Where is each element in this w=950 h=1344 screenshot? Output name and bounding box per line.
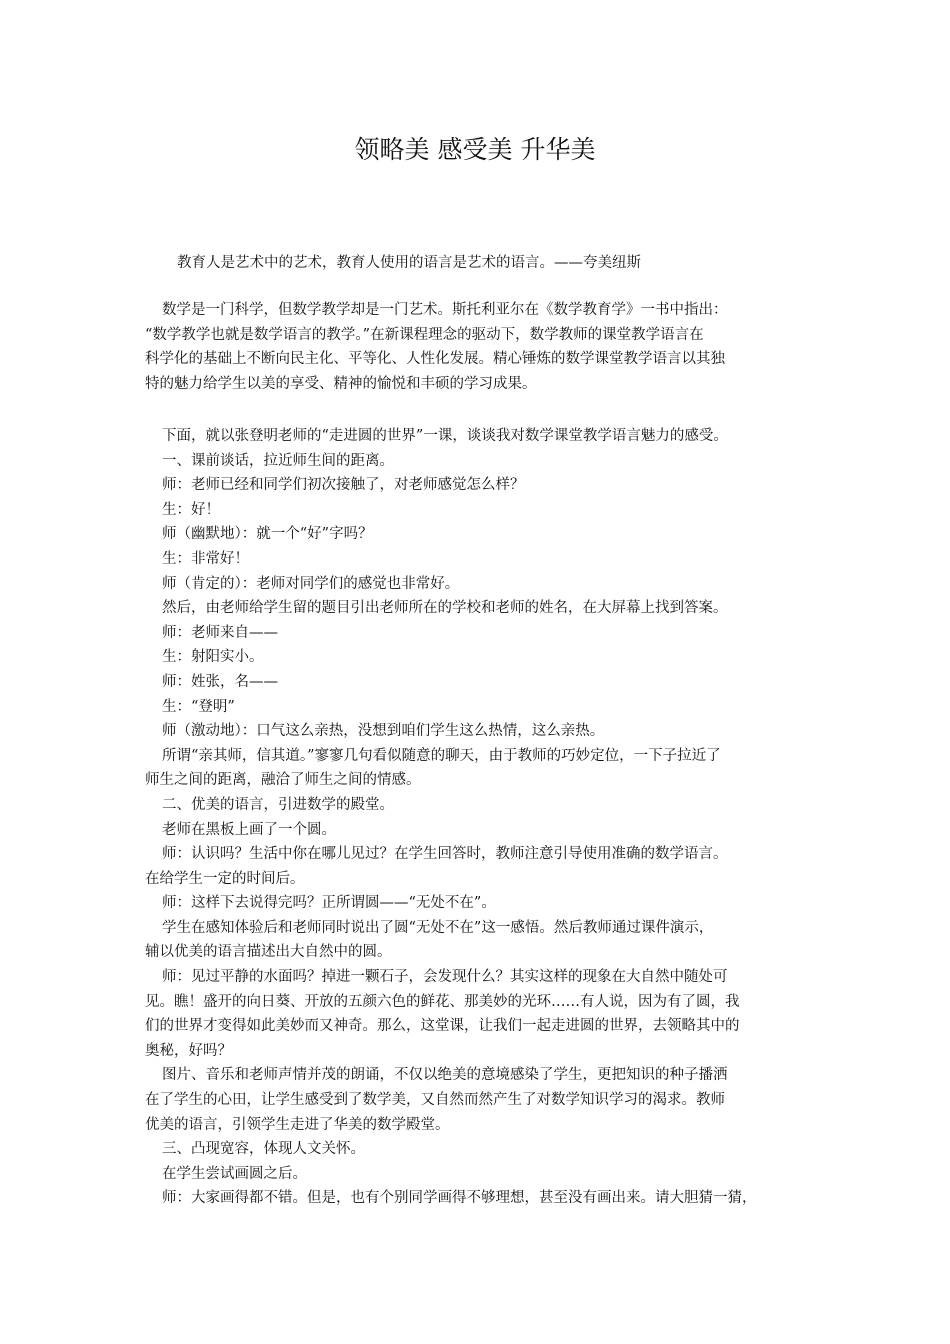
- body-line: 师：见过平静的水面吗？掉进一颗石子，会发现什么？其实这样的现象在大自然中随处可: [162, 969, 728, 986]
- body-line: 生：好！: [162, 501, 220, 518]
- body-line: 所谓“亲其师，信其道。”寥寥几句看似随意的聊天，由于教师的巧妙定位，一下子拉近了: [162, 747, 721, 764]
- body-line: 生：射阳实小。: [162, 649, 264, 666]
- section-heading: 一、课前谈话，拉近师生间的距离。: [162, 452, 394, 469]
- body-line: 师：姓张，名——: [162, 673, 278, 690]
- body-line: 师：认识吗？生活中你在哪儿见过？在学生回答时，教师注意引导使用准确的数学语言。: [162, 846, 728, 863]
- body-line: 师生之间的距离，融洽了师生之间的情感。: [145, 772, 421, 789]
- body-line: 师：老师来自——: [162, 624, 278, 641]
- body-line: 生：非常好！: [162, 550, 249, 567]
- body-line: 奥秘，好吗？: [145, 1042, 232, 1059]
- epigraph-quote: 教育人是艺术中的艺术，教育人使用的语言是艺术的语言。——夸美纽斯: [177, 255, 641, 271]
- body-line: 在学生尝试画圆之后。: [162, 1165, 307, 1182]
- body-line: 师（肯定的）：老师对同学们的感觉也非常好。: [162, 575, 460, 592]
- body-line: 们的世界才变得如此美妙而又神奇。那么，这堂课，让我们一起走进圆的世界，去领略其中的: [145, 1018, 740, 1035]
- body-line: 师：大家画得都不错。但是，也有个别同学画得不够理想，甚至没有画出来。请大胆猜一猜，: [162, 1190, 757, 1207]
- section-heading: 二、优美的语言，引进数学的殿堂。: [162, 796, 394, 813]
- body-line: 辅以优美的语言描述出大自然中的圆。: [145, 944, 392, 961]
- body-line: 见。瞧！盛开的向日葵、开放的五颜六色的鲜花、那美妙的光环……有人说，因为有了圆，我: [145, 993, 740, 1010]
- body-text: [145, 424, 835, 1211]
- intro-line: “数学教学也就是数学语言的教学。”在新课程理念的驱动下，数学教师的课堂教学语言在: [145, 326, 704, 343]
- body-line: 下面，就以张登明老师的“走进圆的世界”一课，谈谈我对数学课堂教学语言魅力的感受。: [162, 428, 728, 444]
- intro-line: 特的魅力给学生以美的享受、精神的愉悦和丰硕的学习成果。: [145, 375, 537, 392]
- body-line: 师：这样下去说得完吗？正所谓圆——“无处不在”。: [162, 895, 496, 912]
- body-line: 优美的语言，引领学生走进了华美的数学殿堂。: [145, 1116, 450, 1133]
- body-line: 师（幽默地）：就一个“好”字吗？: [162, 526, 373, 543]
- intro-paragraph: [145, 298, 825, 396]
- body-line: 生：“登明”: [162, 698, 235, 715]
- body-line: 图片、音乐和老师声情并茂的朗诵，不仅以绝美的意境感染了学生，更把知识的种子播洒: [162, 1067, 728, 1084]
- document-title: 领略美 感受美 升华美: [354, 135, 596, 164]
- body-line: 学生在感知体验后和老师同时说出了圆“无处不在”这一感悟。然后教师通过课件演示，: [162, 919, 714, 936]
- body-line: 师：老师已经和同学们初次接触了，对老师感觉怎么样？: [162, 477, 525, 494]
- body-line: 在给学生一定的时间后。: [145, 870, 305, 887]
- body-line: 在了学生的心田，让学生感受到了数学美，又自然而然产生了对数学知识学习的渴求。教师: [145, 1092, 725, 1109]
- intro-line: 科学化的基础上不断向民主化、平等化、人性化发展。精心锤炼的数学课堂教学语言以其独: [145, 351, 725, 367]
- section-heading: 三、凸现宽容，体现人文关怀。: [162, 1141, 365, 1158]
- body-line: 然后，由老师给学生留的题目引出老师所在的学校和老师的姓名，在大屏幕上找到答案。: [162, 600, 728, 617]
- intro-line: 数学是一门科学，但数学教学却是一门艺术。斯托利亚尔在《数学教育学》一书中指出：: [162, 302, 728, 318]
- body-line: 师（激动地）：口气这么亲热，没想到咱们学生这么热情，这么亲热。: [162, 723, 605, 740]
- body-line: 老师在黑板上画了一个圆。: [162, 821, 336, 838]
